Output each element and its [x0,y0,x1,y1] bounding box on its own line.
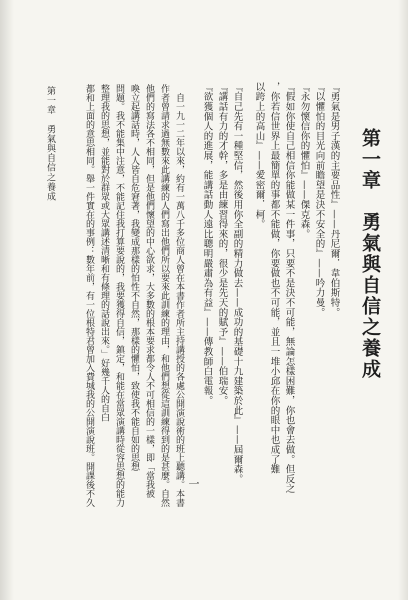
epigraph-long-line-1: 『假如你使自己相信你能做某一件事，只要不是決不可能，無論怎樣困難，你也會去做。但反之 [283,82,295,494]
epigraph-second: 『以懼怕的目光向前瞻望是決不安全的』——吟力曼。 [313,82,325,318]
epigraph-jackson: 『永勿懷信你的懼怕』——傑克森。 [298,82,310,239]
epigraph-progress: 『欲獲個人的進展，能講話動人遠比聰明嚴肅為有益』——傳教師白電報。 [201,82,213,406]
epigraph-long-line-3: 以跨上的高山』——愛密爾．柯。 [253,82,265,229]
epigraph-webster: 『勇氣是男子漢的主要品性』——丹尼爾．韋伯斯特。 [328,82,340,318]
running-head: 第一章 勇氣與自信之養成 [45,86,55,202]
body-column-3: 他們的寫法各不相同，但是他們懷望的中心欲求，大多數的根本要求都令人不可相信的一樣，即「當我被 [144,84,154,498]
body-column-5: 問題。我不能集中注意，不能記住我打算要說的，我要獲得自信，鎮定，和能在當眾演講時從容思想的能力 [114,84,124,507]
body-column-1: 自一九一二年以來，約有一萬八千多位商人曾在本書作者所主持講授的各處公開演說術的班上聽講。本書 [174,93,184,507]
page-number: 一 [187,478,200,489]
body-column-2: 作者曾請求過無數來此講練的人們寫出他們所以要來此訓練的理由，和他們想從這訓練得到的是甚麼。自然 [159,84,169,507]
epigraph-long-line-2: ，你若信世界上最簡單的事都不能做，你要做也不可能，並且一堆小邱在你的眼中也成了難 [268,82,280,474]
body-column-6: 整理我的思想，並能對於群眾或大眾講述清晰和有條理的話說出來。」好幾千人的自白 [99,84,109,422]
body-column-4: 喚立起講話時，人人皆自危窘著，我變成那樣的怕性不自然，那樣的懼怕，致使我不能自如的思想 [129,84,139,471]
epigraph-speaking-talent: 『講話有力的才幹，多是由練習得來的，很少是先天的賦予』——伯瑞安。 [216,82,228,406]
body-column-7: 都和上面的意思相同。舉一件實在的事例：數年前，有一位根特君曾加入費城我的公開演說班。開課後不久 [84,84,94,507]
chapter-title: 第一章 勇氣與自信之養成 [359,128,381,380]
epigraph-conviction: 『自己先有一種堅信，然後用你全副的精力做去——成功的基礎十九建築於此』——屆爾森。 [231,82,243,484]
